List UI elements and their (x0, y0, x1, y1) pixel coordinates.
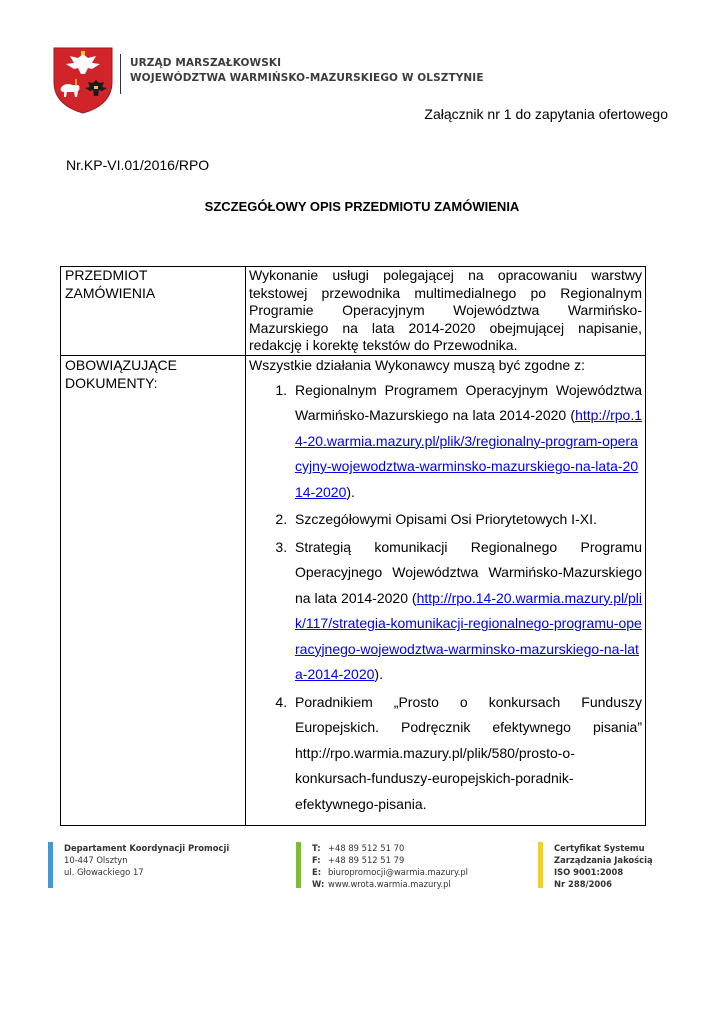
office-line-1: URZĄD MARSZAŁKOWSKI (130, 57, 282, 69)
document-title: SZCZEGÓŁOWY OPIS PRZEDMIOTU ZAMÓWIENIA (204, 199, 520, 214)
footer-contact (312, 842, 468, 890)
list-item (291, 378, 642, 506)
document-text: Poradnikiem „Prosto o konkursach Funduszy Europejskich. Podręcznik efektywnego pisania” http://rpo.warmia.mazury.pl/plik/580/prosto-o-konkursach-funduszy-europejskich-poradnik-efektywnego-pisania. (295, 693, 642, 812)
footer-certificate (554, 842, 653, 890)
office-line-2: WOJEWÓDZTWA WARMIŃSKO-MAZURSKIEGO W OLSZTYNIE (130, 72, 484, 84)
documents-intro: Wszystkie działania Wykonawcy muszą być zgodne z: (249, 356, 585, 373)
list-item (291, 690, 642, 818)
footer-accent-bar-blue (48, 842, 53, 888)
document-text: Strategią komunikacji Regionalnego Programu Operacyjnego Województwa Warmińsko-Mazurskiego na lata 2014-2020 ( (295, 538, 642, 606)
documents-list (249, 378, 642, 818)
row-label (61, 267, 246, 356)
list-item (291, 507, 642, 533)
label-line: ZAMÓWIENIA (65, 284, 156, 301)
cert-line: Zarządzania Jakością (554, 855, 653, 865)
header-divider (120, 54, 121, 94)
cert-line: ISO 9001:2008 (554, 867, 624, 877)
row-label (61, 355, 246, 826)
footer-accent-bar-green (296, 842, 301, 888)
reference-number: Nr.KP-VI.01/2016/RPO (66, 157, 210, 173)
footer-department (64, 842, 229, 878)
contact-website[interactable]: W: www.wrota.warmia.mazury.pl (312, 879, 451, 889)
order-subject-text: Wykonanie usługi polegającej na opracowaniu warstwy tekstowej przewodnika multimedialnego po Regionalnym Programie Operacyjnym Województwa Warmińsko-Mazurskiego na lata 2014-2020 obejmującej napisanie, redakcję i korektę tekstów do Przewodnika. (249, 267, 642, 353)
contact-phone: T: +48 89 512 51 70 (312, 843, 405, 853)
document-link[interactable]: http://rpo.14-20.warmia.mazury.pl/plik/117/strategia-komunikacji-regionalnego-programu-operacyjnego-wojewodztwa-warminsko-mazurskiego-na-lata-2014-2020 (295, 589, 642, 682)
specification-table (60, 266, 646, 826)
document-text: Regionalnym Programem Operacyjnym Województwa Warmińsko-Mazurskiego na lata 2014-2020 ( (295, 381, 642, 423)
cert-line: Certyfikat Systemu (554, 843, 645, 853)
footer-accent-bar-yellow (538, 842, 543, 888)
department-name: Departament Koordynacji Promocji (64, 843, 230, 853)
row-value (246, 355, 646, 826)
label-line: PRZEDMIOT (65, 267, 148, 283)
label-line: DOKUMENTY: (65, 374, 158, 391)
department-street: ul. Głowackiego 17 (64, 867, 144, 877)
document-text: Szczegółowymi Opisami Osi Priorytetowych I-XI. (295, 511, 597, 527)
annex-label: Załącznik nr 1 do zapytania ofertowego (424, 106, 668, 122)
coat-of-arms-icon (52, 46, 114, 114)
list-item (291, 535, 642, 688)
footer (0, 842, 724, 892)
document-link[interactable]: http://rpo.14-20.warmia.mazury.pl/plik/3/regionalny-program-operacyjny-wojewodztwa-warminsko-mazurskiego-na-lata-2014-2020 (295, 407, 642, 500)
cert-line: Nr 288/2006 (554, 879, 612, 889)
department-city: 10-447 Olsztyn (64, 855, 128, 865)
office-name (130, 56, 484, 86)
document-text-end: ). (346, 483, 355, 500)
document-text-end: ). (374, 666, 383, 682)
label-line: OBOWIĄZUJĄCE (65, 356, 178, 373)
table-row (61, 267, 646, 356)
contact-email[interactable]: E: biuropromocji@warmia.mazury.pl (312, 867, 469, 877)
table-row (61, 355, 646, 826)
contact-fax: F: +48 89 512 51 79 (312, 855, 405, 865)
row-value (246, 267, 646, 356)
